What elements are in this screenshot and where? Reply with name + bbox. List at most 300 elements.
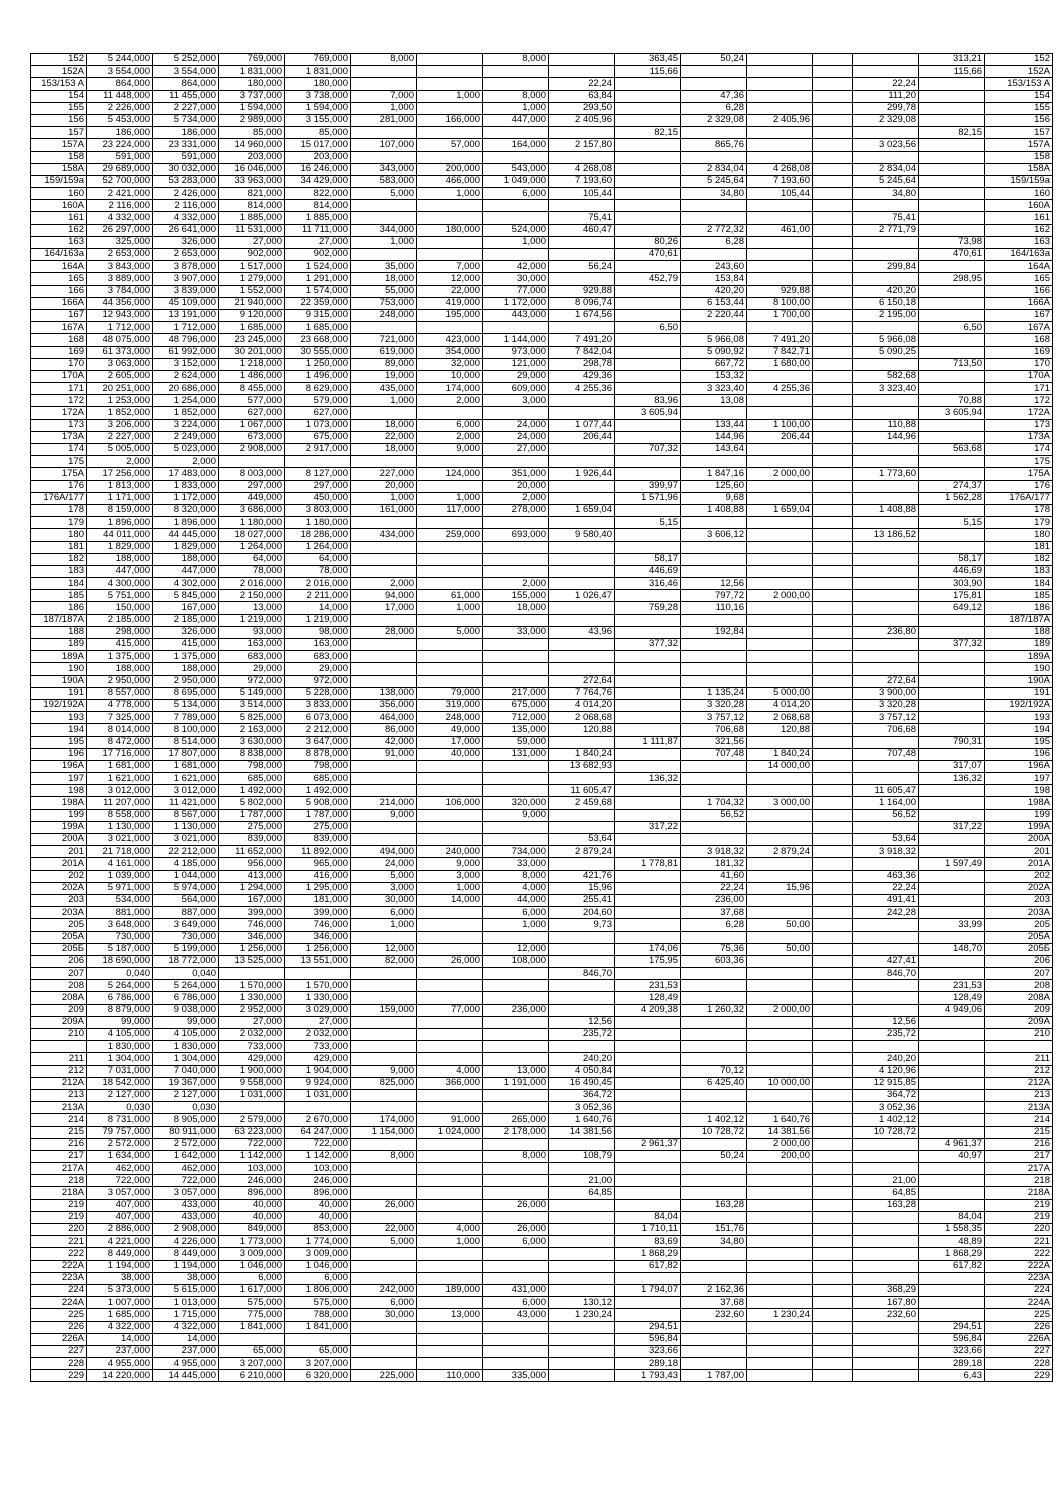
table-cell	[813, 407, 853, 419]
table-cell: 30,000	[351, 1309, 417, 1321]
table-row	[31, 968, 1053, 980]
table-cell	[549, 1333, 615, 1345]
table-cell: 12 915,85	[853, 1077, 919, 1089]
table-cell: 1 830,000	[87, 1041, 153, 1053]
table-cell: 188,000	[87, 553, 153, 565]
table-cell: 61,000	[417, 590, 483, 602]
table-cell: 1 031,000	[285, 1089, 351, 1101]
table-cell: 5 453,000	[87, 114, 153, 126]
table-cell	[747, 1345, 813, 1357]
table-cell: 1 806,000	[285, 1284, 351, 1296]
table-cell	[747, 1236, 813, 1248]
table-cell: 91,000	[351, 748, 417, 760]
table-cell	[813, 1236, 853, 1248]
table-cell: 491,41	[853, 894, 919, 906]
table-cell: 22,24	[681, 882, 747, 894]
table-cell: 9,000	[417, 444, 483, 456]
table-cell: 124,000	[417, 468, 483, 480]
table-cell: 48 075,000	[87, 334, 153, 346]
table-cell	[681, 517, 747, 529]
table-cell	[483, 980, 549, 992]
table-cell: 5 134,000	[153, 699, 219, 711]
table-cell: 187/187A	[31, 614, 87, 626]
table-cell	[615, 968, 681, 980]
table-cell	[615, 907, 681, 919]
table-cell	[615, 383, 681, 395]
table-cell: 4 105,000	[153, 1029, 219, 1041]
table-cell: 8 879,000	[87, 1004, 153, 1016]
table-cell	[615, 541, 681, 553]
table-cell: 2 249,000	[153, 431, 219, 443]
table-cell	[747, 139, 813, 151]
table-cell: 326,000	[153, 236, 219, 248]
table-cell: 179	[985, 517, 1053, 529]
table-cell: 108,79	[549, 1150, 615, 1162]
table-cell	[813, 1358, 853, 1370]
table-cell	[747, 1175, 813, 1187]
table-cell: 22,000	[351, 1224, 417, 1236]
table-cell: 206,44	[549, 431, 615, 443]
table-cell: 685,000	[285, 773, 351, 785]
table-cell: 111,20	[853, 90, 919, 102]
table-cell	[351, 1163, 417, 1175]
table-cell: 8 320,000	[153, 504, 219, 516]
table-cell	[351, 992, 417, 1004]
table-cell: 167A	[985, 322, 1053, 334]
table-cell: 166	[31, 285, 87, 297]
table-cell: 1 833,000	[153, 480, 219, 492]
table-cell: 3 063,000	[87, 358, 153, 370]
table-cell: 321,56	[681, 736, 747, 748]
table-cell: 143,64	[681, 444, 747, 456]
table-cell: 19,000	[351, 370, 417, 382]
table-cell	[985, 1041, 1053, 1053]
table-cell: 192/192A	[31, 699, 87, 711]
table-cell: 110,000	[417, 1370, 483, 1382]
table-cell	[853, 639, 919, 651]
table-cell	[853, 1248, 919, 1260]
table-cell: 0,040	[87, 968, 153, 980]
table-cell	[549, 1248, 615, 1260]
table-cell	[31, 1041, 87, 1053]
table-cell: 1 172,000	[483, 297, 549, 309]
table-cell: 2 016,000	[219, 578, 285, 590]
table-cell	[813, 870, 853, 882]
table-cell: 193	[985, 712, 1053, 724]
table-cell	[813, 102, 853, 114]
table-cell	[813, 894, 853, 906]
table-cell: 534,000	[87, 894, 153, 906]
table-cell	[615, 309, 681, 321]
table-cell: 4 949,06	[919, 1004, 985, 1016]
table-cell	[483, 66, 549, 78]
table-cell: 117,000	[417, 504, 483, 516]
table-cell	[813, 712, 853, 724]
table-cell: 175	[31, 456, 87, 468]
table-cell: 14 445,000	[153, 1370, 219, 1382]
table-cell	[747, 968, 813, 980]
table-cell	[483, 517, 549, 529]
table-cell	[615, 1175, 681, 1187]
table-row	[31, 1004, 1053, 1016]
table-cell	[747, 444, 813, 456]
table-cell	[681, 1102, 747, 1114]
table-cell: 198	[985, 785, 1053, 797]
table-cell	[549, 1163, 615, 1175]
table-cell	[919, 846, 985, 858]
table-cell	[813, 322, 853, 334]
table-cell	[813, 1041, 853, 1053]
table-cell: 798,000	[219, 760, 285, 772]
table-row	[31, 797, 1053, 809]
table-cell: 849,000	[219, 1224, 285, 1236]
table-cell: 435,000	[351, 383, 417, 395]
table-cell: 63 223,000	[219, 1126, 285, 1138]
table-cell	[351, 249, 417, 261]
table-row	[31, 90, 1053, 102]
table-cell: 221	[985, 1236, 1053, 1248]
table-cell: 222	[985, 1248, 1053, 1260]
table-row	[31, 1150, 1053, 1162]
table-cell: 128,49	[615, 992, 681, 1004]
table-cell: 3 843,000	[87, 261, 153, 273]
table-cell	[351, 651, 417, 663]
table-cell	[853, 249, 919, 261]
table-cell: 1 304,000	[87, 1053, 153, 1065]
table-cell: 42,000	[351, 736, 417, 748]
table-cell: 205Б	[985, 943, 1053, 955]
table-cell: 1 896,000	[153, 517, 219, 529]
table-cell: 64,85	[853, 1187, 919, 1199]
table-cell: 6,000	[417, 419, 483, 431]
table-cell	[417, 565, 483, 577]
table-cell	[549, 541, 615, 553]
table-row	[31, 943, 1053, 955]
table-row	[31, 1126, 1053, 1138]
table-row	[31, 858, 1053, 870]
table-cell	[813, 748, 853, 760]
table-cell: 208	[31, 980, 87, 992]
table-cell	[417, 809, 483, 821]
table-cell: 208A	[985, 992, 1053, 1004]
table-cell: 14 220,000	[87, 1370, 153, 1382]
table-cell: 1 330,000	[285, 992, 351, 1004]
table-cell: 839,000	[285, 834, 351, 846]
table-cell: 1 570,000	[285, 980, 351, 992]
table-cell: 163,000	[285, 639, 351, 651]
table-cell: 5 000,00	[747, 687, 813, 699]
table-cell: 64,000	[285, 553, 351, 565]
table-cell: 1 904,000	[285, 1065, 351, 1077]
table-cell: 224	[31, 1284, 87, 1296]
table-cell: 163,28	[853, 1199, 919, 1211]
table-cell: 730,000	[87, 931, 153, 943]
table-cell: 3 686,000	[219, 504, 285, 516]
table-cell	[615, 1114, 681, 1126]
table-cell	[747, 78, 813, 90]
table-cell: 320,000	[483, 797, 549, 809]
table-cell	[813, 541, 853, 553]
table-cell	[615, 1199, 681, 1211]
table-cell: 839,000	[219, 834, 285, 846]
table-cell: 1 558,35	[919, 1224, 985, 1236]
table-cell: 13 682,93	[549, 760, 615, 772]
table-cell	[813, 578, 853, 590]
table-row	[31, 492, 1053, 504]
table-cell	[549, 273, 615, 285]
table-row	[31, 1138, 1053, 1150]
table-cell	[813, 1029, 853, 1041]
table-cell: 1 840,24	[549, 748, 615, 760]
table-cell: 206,44	[747, 431, 813, 443]
table-cell: 5 734,000	[153, 114, 219, 126]
table-cell	[747, 200, 813, 212]
table-cell	[813, 1370, 853, 1382]
table-cell: 220	[985, 1224, 1053, 1236]
table-cell: 2 227,000	[153, 102, 219, 114]
table-cell	[549, 1199, 615, 1211]
table-cell: 105,44	[549, 188, 615, 200]
table-cell: 33,000	[483, 626, 549, 638]
table-cell	[853, 1333, 919, 1345]
table-cell: 1 674,56	[549, 309, 615, 321]
table-cell: 1 304,000	[153, 1053, 219, 1065]
table-cell: 32,000	[417, 358, 483, 370]
table-cell	[351, 1358, 417, 1370]
table-cell	[681, 1029, 747, 1041]
table-cell: 209A	[31, 1016, 87, 1028]
table-cell: 1 294,000	[219, 882, 285, 894]
table-cell: 298,000	[87, 626, 153, 638]
table-cell	[417, 1053, 483, 1065]
table-cell	[219, 968, 285, 980]
table-cell	[417, 614, 483, 626]
table-cell: 5 090,25	[853, 346, 919, 358]
table-cell: 627,000	[219, 407, 285, 419]
table-cell	[417, 968, 483, 980]
table-cell	[813, 431, 853, 443]
table-cell	[483, 1089, 549, 1101]
table-cell	[813, 54, 853, 66]
table-cell: 3 155,000	[285, 114, 351, 126]
table-cell	[681, 541, 747, 553]
table-cell	[681, 931, 747, 943]
table-cell: 184	[31, 578, 87, 590]
table-cell	[549, 480, 615, 492]
table-cell: 61 992,000	[153, 346, 219, 358]
table-cell: 166,000	[417, 114, 483, 126]
table-cell: 11 892,000	[285, 846, 351, 858]
table-cell: 1 793,43	[615, 1370, 681, 1382]
table-cell: 218A	[985, 1187, 1053, 1199]
table-cell	[813, 1065, 853, 1077]
table-cell	[549, 931, 615, 943]
table-cell	[747, 773, 813, 785]
table-cell	[747, 931, 813, 943]
table-cell: 18,000	[351, 419, 417, 431]
table-cell: 17 483,000	[153, 468, 219, 480]
table-cell: 167	[985, 309, 1053, 321]
table-cell: 183	[31, 565, 87, 577]
table-cell: 20,000	[351, 480, 417, 492]
table-cell	[417, 1089, 483, 1101]
table-cell: 272,64	[853, 675, 919, 687]
table-cell: 160	[985, 188, 1053, 200]
table-cell: 730,000	[153, 931, 219, 943]
table-cell	[919, 114, 985, 126]
table-cell: 106,000	[417, 797, 483, 809]
table-row	[31, 468, 1053, 480]
table-cell: 543,000	[483, 163, 549, 175]
table-cell: 202	[31, 870, 87, 882]
table-cell: 174,000	[417, 383, 483, 395]
table-cell: 77,000	[417, 1004, 483, 1016]
table-cell	[483, 322, 549, 334]
table-cell: 1 194,000	[153, 1260, 219, 1272]
table-cell	[681, 980, 747, 992]
table-cell	[919, 1175, 985, 1187]
table-cell: 1 829,000	[153, 541, 219, 553]
table-cell: 1 517,000	[219, 261, 285, 273]
table-row	[31, 334, 1053, 346]
table-cell	[747, 249, 813, 261]
table-cell	[219, 456, 285, 468]
table-cell: 3 207,000	[285, 1358, 351, 1370]
table-cell: 157	[31, 127, 87, 139]
table-cell: 2 605,000	[87, 370, 153, 382]
table-cell: 1 219,000	[219, 614, 285, 626]
table-cell	[919, 346, 985, 358]
table-cell	[417, 127, 483, 139]
table-cell: 91,000	[417, 1114, 483, 1126]
table-cell: 1 007,000	[87, 1297, 153, 1309]
table-cell: 1 253,000	[87, 395, 153, 407]
table-cell	[813, 760, 853, 772]
table-cell	[483, 1345, 549, 1357]
table-cell	[853, 1211, 919, 1223]
table-cell: 160A	[985, 200, 1053, 212]
table-cell: 197	[985, 773, 1053, 785]
table-cell: 407,000	[87, 1211, 153, 1223]
table-row	[31, 699, 1053, 711]
table-cell: 217A	[985, 1163, 1053, 1175]
table-cell: 5 971,000	[87, 882, 153, 894]
table-cell: 0,040	[153, 968, 219, 980]
table-cell: 1 171,000	[87, 492, 153, 504]
table-cell: 199	[31, 809, 87, 821]
table-cell: 429,36	[549, 370, 615, 382]
table-row	[31, 383, 1053, 395]
table-row	[31, 188, 1053, 200]
table-cell	[615, 334, 681, 346]
table-cell: 202	[985, 870, 1053, 882]
table-cell	[747, 834, 813, 846]
table-cell	[747, 858, 813, 870]
table-row	[31, 1297, 1053, 1309]
table-cell	[351, 1272, 417, 1284]
table-cell: 1,000	[351, 395, 417, 407]
table-cell: 246,000	[219, 1175, 285, 1187]
table-cell: 108,000	[483, 955, 549, 967]
table-row	[31, 78, 1053, 90]
table-cell	[615, 1163, 681, 1175]
table-cell: 34 429,000	[285, 175, 351, 187]
table-cell: 6,50	[615, 322, 681, 334]
table-cell: 175,95	[615, 955, 681, 967]
table-cell	[919, 907, 985, 919]
table-row	[31, 1345, 1053, 1357]
table-cell	[483, 1053, 549, 1065]
table-cell: 377,32	[919, 639, 985, 651]
table-cell: 3 803,000	[285, 504, 351, 516]
table-cell	[919, 1114, 985, 1126]
table-cell: 37,68	[681, 907, 747, 919]
table-cell	[549, 736, 615, 748]
table-cell	[813, 346, 853, 358]
table-cell: 4 161,000	[87, 858, 153, 870]
table-cell: 6 320,000	[285, 1370, 351, 1382]
table-cell: 14 000,00	[747, 760, 813, 772]
table-cell: 61 373,000	[87, 346, 153, 358]
table-cell: 154	[985, 90, 1053, 102]
table-cell	[813, 797, 853, 809]
table-cell	[615, 797, 681, 809]
table-cell	[747, 456, 813, 468]
table-cell	[747, 955, 813, 967]
table-cell	[615, 163, 681, 175]
table-cell: 887,000	[153, 907, 219, 919]
table-cell: 1 496,000	[285, 370, 351, 382]
table-cell: 421,76	[549, 870, 615, 882]
table-cell: 5 264,000	[153, 980, 219, 992]
table-cell: 228	[985, 1358, 1053, 1370]
table-cell: 165	[985, 273, 1053, 285]
table-cell	[853, 236, 919, 248]
table-cell: 5 966,08	[681, 334, 747, 346]
table-cell: 214	[31, 1114, 87, 1126]
table-cell	[747, 395, 813, 407]
table-cell	[615, 468, 681, 480]
table-cell: 8 159,000	[87, 504, 153, 516]
table-cell	[853, 1272, 919, 1284]
table-cell	[747, 1199, 813, 1211]
table-cell: 2 185,000	[87, 614, 153, 626]
table-cell: 1 885,000	[219, 212, 285, 224]
table-cell: 399,97	[615, 480, 681, 492]
table-cell: 33,000	[483, 858, 549, 870]
table-cell	[919, 699, 985, 711]
table-row	[31, 651, 1053, 663]
table-cell	[813, 200, 853, 212]
table-cell	[813, 602, 853, 614]
table-cell: 814,000	[285, 200, 351, 212]
table-cell	[417, 1321, 483, 1333]
table-cell	[615, 456, 681, 468]
table-cell: 1 049,000	[483, 175, 549, 187]
table-cell: 199A	[31, 821, 87, 833]
table-cell: 17,000	[417, 736, 483, 748]
table-cell: 2 162,36	[681, 1284, 747, 1296]
table-cell: 12,000	[483, 943, 549, 955]
table-cell	[681, 1345, 747, 1357]
table-cell	[853, 456, 919, 468]
table-cell	[747, 1102, 813, 1114]
table-cell: 219	[985, 1211, 1053, 1223]
table-cell: 596,84	[919, 1333, 985, 1345]
table-cell: 5 751,000	[87, 590, 153, 602]
table-cell: 775,000	[219, 1309, 285, 1321]
table-cell	[615, 699, 681, 711]
